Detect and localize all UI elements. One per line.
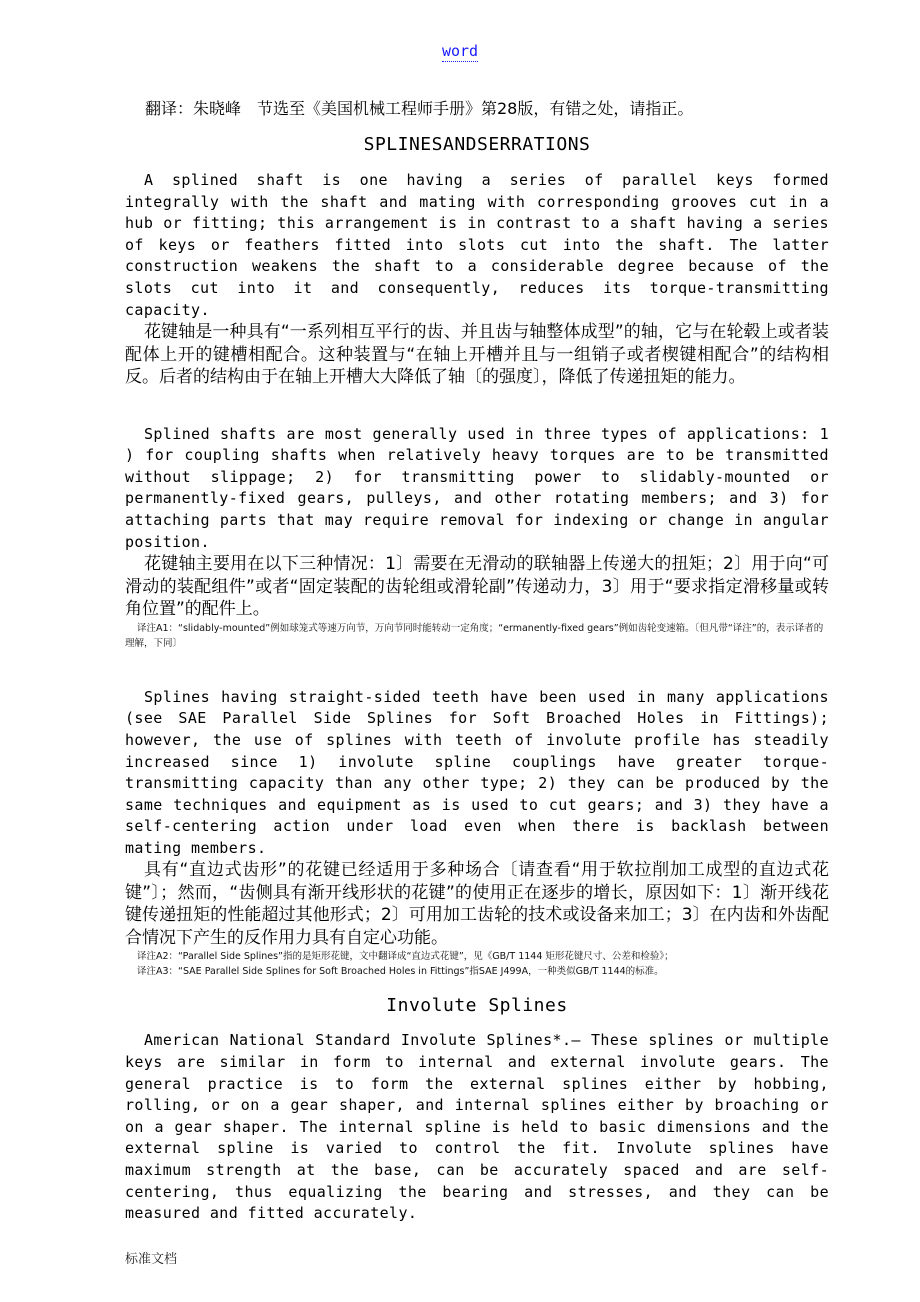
footer-label: 标准文档: [125, 1252, 178, 1267]
paragraph-4-en: American National Standard Involute Splines*.— These splines or multiple keys are similar in form to internal and external involute gears. The general practice is to form the external splines either by hobbing, rolling, or on a gear shaper, and internal splines either by broaching or on a gear shaper. The internal spline is held to basic dimensions and the external spline is varied to control the fit. Involute splines have maximum strength at the base, can be accurately spaced and are self-centering, thus equalizing the bearing and stresses, and they can be measured and fitted accurately.: [125, 1031, 829, 1223]
section-heading-involute: Involute Splines: [386, 995, 568, 1017]
header-link-text[interactable]: word: [441, 42, 479, 60]
header-word-link[interactable]: [0, 42, 920, 60]
page-title: SPLINESANDSERRATIONS: [363, 134, 591, 155]
translator-note-a1: 译注A1：“slidably-mounted”例如球笼式等速万向节，万向节同时能转动一定角度；“ermanently-fixed gears”例如齿轮变速箱。〔但凡带“译注”的，表示译者的理解，下同〕: [125, 622, 824, 649]
paragraph-3-en: Splines having straight-sided teeth have been used in many applications (see SAE Parallel Side Splines for Soft Broached Holes in Fittings); however, the use of splines with teeth of involute profile has steadily increased since 1) involute spline couplings have greater torque-transmitting capacity than any other type; 2) they can be produced by the same techniques and equipment as is used to cut gears; and 3) they have a self-centering action under load even when there is backlash between mating members.: [125, 687, 829, 857]
paragraph-1-cn: 花键轴是一种具有“一系列相互平行的齿、并且齿与轴整体成型”的轴，它与在轮毂上或者装配体上开的键槽相配合。这种装置与“在轴上开槽并且与一组销子或者楔键相配合”的结构相反。后者的结构由于在轴上开槽大大降低了轴〔的强度〕，降低了传递扭矩的能力。: [125, 322, 829, 388]
translator-note-a3: 译注A3：“SAE Parallel Side Splines for Soft Broached Holes in Fittings”指SAE J499A，一种类似GB/T 1144的标准。: [137, 966, 664, 978]
paragraph-2-cn: 花键轴主要用在以下三种情况：1〕需要在无滑动的联轴器上传递大的扭矩；2〕用于向“可滑动的装配组件”或者“固定装配的齿轮组或滑轮副”传递动力，3〕用于“要求指定滑移量或转角位置”的配件上。: [125, 554, 829, 620]
translator-note-a2: 译注A2：“Parallel Side Splines”指的是矩形花键，文中翻译成“直边式花键”，见《GB/T 1144 矩形花键尺寸、公差和检验》；: [137, 951, 674, 963]
paragraph-2-en: Splined shafts are most generally used in three types of applications: 1 ) for coupling shafts when relatively heavy torques are to be transmitted without slippage; 2) for transmitting power to slidably-mounted or permanently-fixed gears, pulleys, and other rotating members; and 3) for attaching parts that may require removal for indexing or change in angular position.: [125, 424, 829, 551]
paragraph-3-cn: 具有“直边式齿形”的花键已经适用于多种场合〔请查看“用于软拉削加工成型的直边式花键”〕；然而，“齿侧具有渐开线形状的花键”的使用正在逐步的增长，原因如下：1〕渐开线花键传递扭矩的性能超过其他形式；2〕可用加工齿轮的技术或设备来加工；3〕在内齿和外齿配合情况下产生的反作用力具有自定心功能。: [125, 860, 829, 948]
paragraph-1-en: A splined shaft is one having a series of parallel keys formed integrally with the shaft and mating with corresponding grooves cut in a hub or fitting; this arrangement is in contrast to a shaft having a series of keys or feathers fitted into slots cut into the shaft. The latter construction weakens the shaft to a considerable degree because of the slots cut into it and consequently, reduces its torque-transmitting capacity.: [125, 171, 829, 319]
document-body: [125, 96, 829, 1225]
translator-line: 翻译：朱晓峰 节选至《美国机械工程师手册》第28版，有错之处，请指正。: [145, 99, 694, 118]
